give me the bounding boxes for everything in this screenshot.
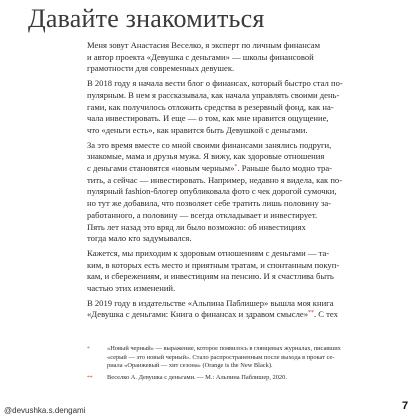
main-body: [87, 40, 390, 324]
footnote-marker: **: [87, 374, 93, 381]
text-line: но тут же добавила, что позволяет себе тратить лишь половину за-: [87, 198, 332, 209]
footnote-line: «Новый черный» — выражение, которое появилось в глянцевых журналах, писавших: [107, 345, 341, 352]
paragraph-healthy-relations: [87, 248, 390, 295]
text-line: ким, в которых есть место и приятным тратам, и спонтанным покуп-: [87, 259, 340, 270]
footnote-line: «серый — это новый черный». Стало распространенным после выхода в прокат се-: [107, 353, 335, 361]
paragraph-intro: [87, 40, 390, 75]
page-heading: Давайте знакомиться: [28, 4, 265, 33]
text-line: знакомые, мама и друзья мужа. Я вижу, как здоровые отношения: [87, 151, 325, 162]
text-line: что «деньги есть», как нравится быть Девушкой с деньгами.: [87, 124, 308, 135]
text-line: с деньгами становятся «новым черным»*. Раньше было модно тра-: [87, 163, 333, 174]
text-line: Кажется, мы приходим к здоровым отношениям с деньгами — та-: [87, 247, 330, 258]
footnotes: [87, 345, 390, 385]
text-line: пулярным. В нем я рассказывала, как начала управлять своими день-: [87, 89, 340, 100]
text-line: грамотности для современных девушек.: [87, 63, 235, 74]
footnote-2: [87, 374, 390, 383]
text-line: частью этих изменений.: [87, 283, 176, 294]
text-line: Пять лет назад это вряд ли было возможно: об инвестициях: [87, 221, 306, 232]
text-line: «Девушка с деньгами: Книга о финансах и здравом смысле»**. С тех: [87, 309, 338, 320]
footnote-line: Веселко А. Девушка с деньгами. — М.: Альпина Паблишер, 2020.: [107, 373, 287, 381]
footnote-marker: *: [87, 346, 90, 352]
text-line: В 2018 году я начала вести блог о финансах, который быстро стал по-: [87, 78, 343, 89]
page-number: 7: [402, 400, 409, 412]
text-line: В 2019 году в издательстве «Альпина Паблишер» вышла моя книга: [87, 297, 334, 308]
text-line: работанного, а половину — всегда откладывает и инвестирует.: [87, 209, 318, 220]
text-line: Меня зовут Анастасия Веселко, я эксперт по личным финансам: [87, 40, 321, 50]
paragraph-blog: [87, 78, 390, 137]
author-handle: @devushka.s.dengami: [4, 406, 86, 415]
paragraph-trend: [87, 140, 390, 245]
text-line: кам, и сбережениям, и инвестициям на пенсию. И я счастлива быть: [87, 271, 334, 282]
text-line: и автор проекта «Девушка с деньгами» — школы финансовой: [87, 51, 314, 62]
footnote-1: [87, 345, 390, 371]
footnote-reference: **: [308, 310, 314, 317]
text-line: чала инвестировать. И еще — о том, как мне нравится ощущение,: [87, 113, 329, 124]
footnote-line: риала «Оранжевый — хит сезона» (Orange is the New Black).: [107, 362, 273, 370]
text-line: тить, а сейчас — инвестировать. Например, недавно я видела, как по-: [87, 174, 343, 185]
paragraph-book: [87, 298, 390, 321]
text-line: За это время вместе со мной своими финансами занялись подруги,: [87, 139, 332, 150]
text-line: пулярный fashion-блогер опубликовала фото с чек дорогой сумочки,: [87, 186, 337, 197]
text-line: тогда мало кто задумывался.: [87, 233, 192, 244]
footnote-reference: *: [234, 164, 238, 171]
text-line: гами, как получилось отложить средства в резервный фонд, как на-: [87, 101, 334, 112]
